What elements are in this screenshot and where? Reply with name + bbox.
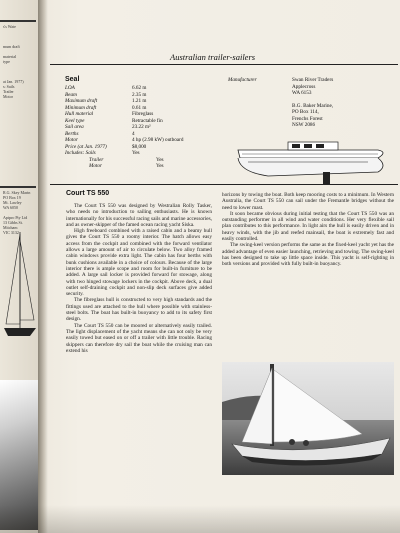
article-title: Court TS 550 (66, 190, 110, 197)
spec-value: Yes (132, 150, 140, 156)
spec-label: LOA (65, 85, 75, 91)
spec-label: Motor (65, 137, 78, 143)
address-line: NSW 2086 (292, 122, 316, 128)
spec-value: $8,000 (132, 143, 147, 150)
left-page-line: PO Box 19 (3, 195, 21, 200)
spec-value: 1.21 m (132, 98, 147, 104)
left-page-specs (3, 24, 37, 99)
book-gutter (38, 0, 48, 533)
spec-label: Trailer (89, 156, 104, 163)
address-line: Swan River Traders (292, 77, 334, 83)
address-line: WA 6153 (292, 90, 312, 96)
spec-label: Minimum draft (65, 104, 97, 111)
article-paragraph: The Court TS 550 can be moored or alternatively easily trailed. The light displacement of the yacht means she can not only be very easily towed but eased on or off a trailer with little trouble. Racing skippers can therefore dry sail the boat while the cruising man can extend his (66, 322, 212, 354)
header-rule (50, 64, 398, 65)
spec-row (65, 163, 245, 170)
spec-label: Includes: Sails (65, 150, 96, 156)
spec-label: Hull material (65, 111, 94, 117)
spec-value: 4 hp (2.98 kW) outboard (132, 137, 184, 143)
left-page-line: Trailer (3, 89, 14, 94)
article-paragraph: It soon became obvious during initial testing that the Court TS 550 was an outstanding performer in all wind and water conditions. Her very flexible sail plan contributes to this performance. In light airs the hull is easily driven and in heavy winds, with the jib and reefed mainsail, the boat is extremely fast and easily controlled. (222, 210, 394, 243)
sailboat-drawing (2, 228, 36, 348)
sailboat-photo (222, 362, 394, 475)
boat-name: Seal (65, 76, 80, 83)
left-page-line: Mitcham (3, 225, 18, 230)
spec-label: Sail area (65, 124, 84, 130)
left-page-line: Mt. Lawley (3, 200, 22, 205)
left-page-line: R.G. Skey Marin (3, 190, 31, 195)
spec-value: Retractable fin (132, 117, 163, 124)
spec-value: Yes (156, 156, 164, 163)
left-page-line: s: Sails (3, 84, 15, 89)
left-page-line: at Jan. 1977) (3, 79, 24, 84)
spec-label: Keel type (65, 117, 85, 124)
spec-value: 2.35 m (132, 91, 147, 98)
spec-value: 0.61 m (132, 104, 147, 111)
article-paragraph: horizons by towing the boat. Both keep mooring costs to a minimum. In Western Australia, the Court TS 550 can sail under the Fremantle bridges without the need to lower mast. (222, 192, 394, 211)
left-page-line: VIC 3132 (3, 230, 19, 235)
spec-value: 6.62 m (132, 85, 147, 91)
left-page-line: Motor (3, 94, 13, 99)
spec-value: Fibreglass (132, 111, 154, 117)
left-page-line: type (3, 59, 10, 64)
manufacturer-label: Manufacturer (228, 77, 257, 83)
address-line: Frenchs Forest (292, 115, 323, 122)
spec-value: Yes (156, 163, 164, 169)
spec-label: Price (at Jan. 1977) (65, 143, 107, 150)
left-page-rule (0, 20, 36, 22)
running-header: Australian trailer-sailers (170, 52, 256, 62)
article-paragraph: The fibreglass hull is constructed to very high standards and the fittings used are attached to the hull where possible with stainless-steel bolts. The boat has built-in buoyancy to add to its safety first design. (66, 297, 212, 323)
article-paragraph: The Court TS 550 was designed by Westralian Rolly Tasker, who needs no introduction to sailing enthusiasts. He is known internationally for his successful racing sails and marine accessories, and as owner-skipper of the famed ocean racing yacht Siska. (66, 203, 212, 228)
left-page-line: WA 6050 (3, 205, 18, 210)
boat-plan-drawing (228, 128, 393, 186)
address-line: Applecross (292, 83, 316, 90)
left-page-line: s's Wate (3, 24, 16, 29)
left-facing-page (0, 0, 41, 533)
address-line: B.G. Baker Marine, (292, 102, 334, 109)
manufacturer-address (292, 77, 392, 129)
page-shadow (0, 505, 400, 533)
section-rule (50, 184, 398, 185)
spec-label: Motor (89, 163, 102, 169)
address-line: PO Box 114, (292, 109, 319, 115)
article-column-1 (66, 203, 212, 354)
spec-label: Beam (65, 91, 77, 98)
spec-value: 23.22 m² (132, 124, 151, 130)
left-page-line: 13 Gibbs St. (3, 220, 23, 225)
left-page-line: Aptpro Pty Ltd (3, 215, 28, 220)
spec-table (65, 85, 245, 170)
left-page-rule-2 (0, 186, 36, 188)
article-paragraph: High freeboard combined with a raised cabin and a beamy hull gives the Court TS 550 a roomy interior. The hatch allows easy access from the cockpit and combined with the forward ventilator allows a large amount of air to circulate below. Two alloy framed cabin windows provide extra light. The cabin has four berths with bunk cushions available in a choice of colours. Because of the large interior there is ample scope and room for built-in furniture to be added. A large sail locker is provided forward for stowage, along with two hinged stowage lockers in the cockpit. Above deck, a dual outlet self-draining cockpit and non-slip deck surfaces give added security. (66, 228, 212, 298)
spec-label: Maximum draft (65, 98, 98, 104)
article-column-2 (222, 192, 394, 268)
spec-value: 4 (132, 130, 135, 137)
article-paragraph: The swing-keel version performs the same as the fixed-keel yacht yet has the added advantage of even easier launching, retrieving and towing. The swing-keel has been designed to take up little space inside. This yacht is self-righting in both versions and provided with fully built-in buoyancy. (222, 242, 394, 268)
left-page-line: mum draft (3, 44, 20, 49)
spec-label: Berths (65, 130, 79, 137)
left-page-line: material (3, 54, 17, 59)
